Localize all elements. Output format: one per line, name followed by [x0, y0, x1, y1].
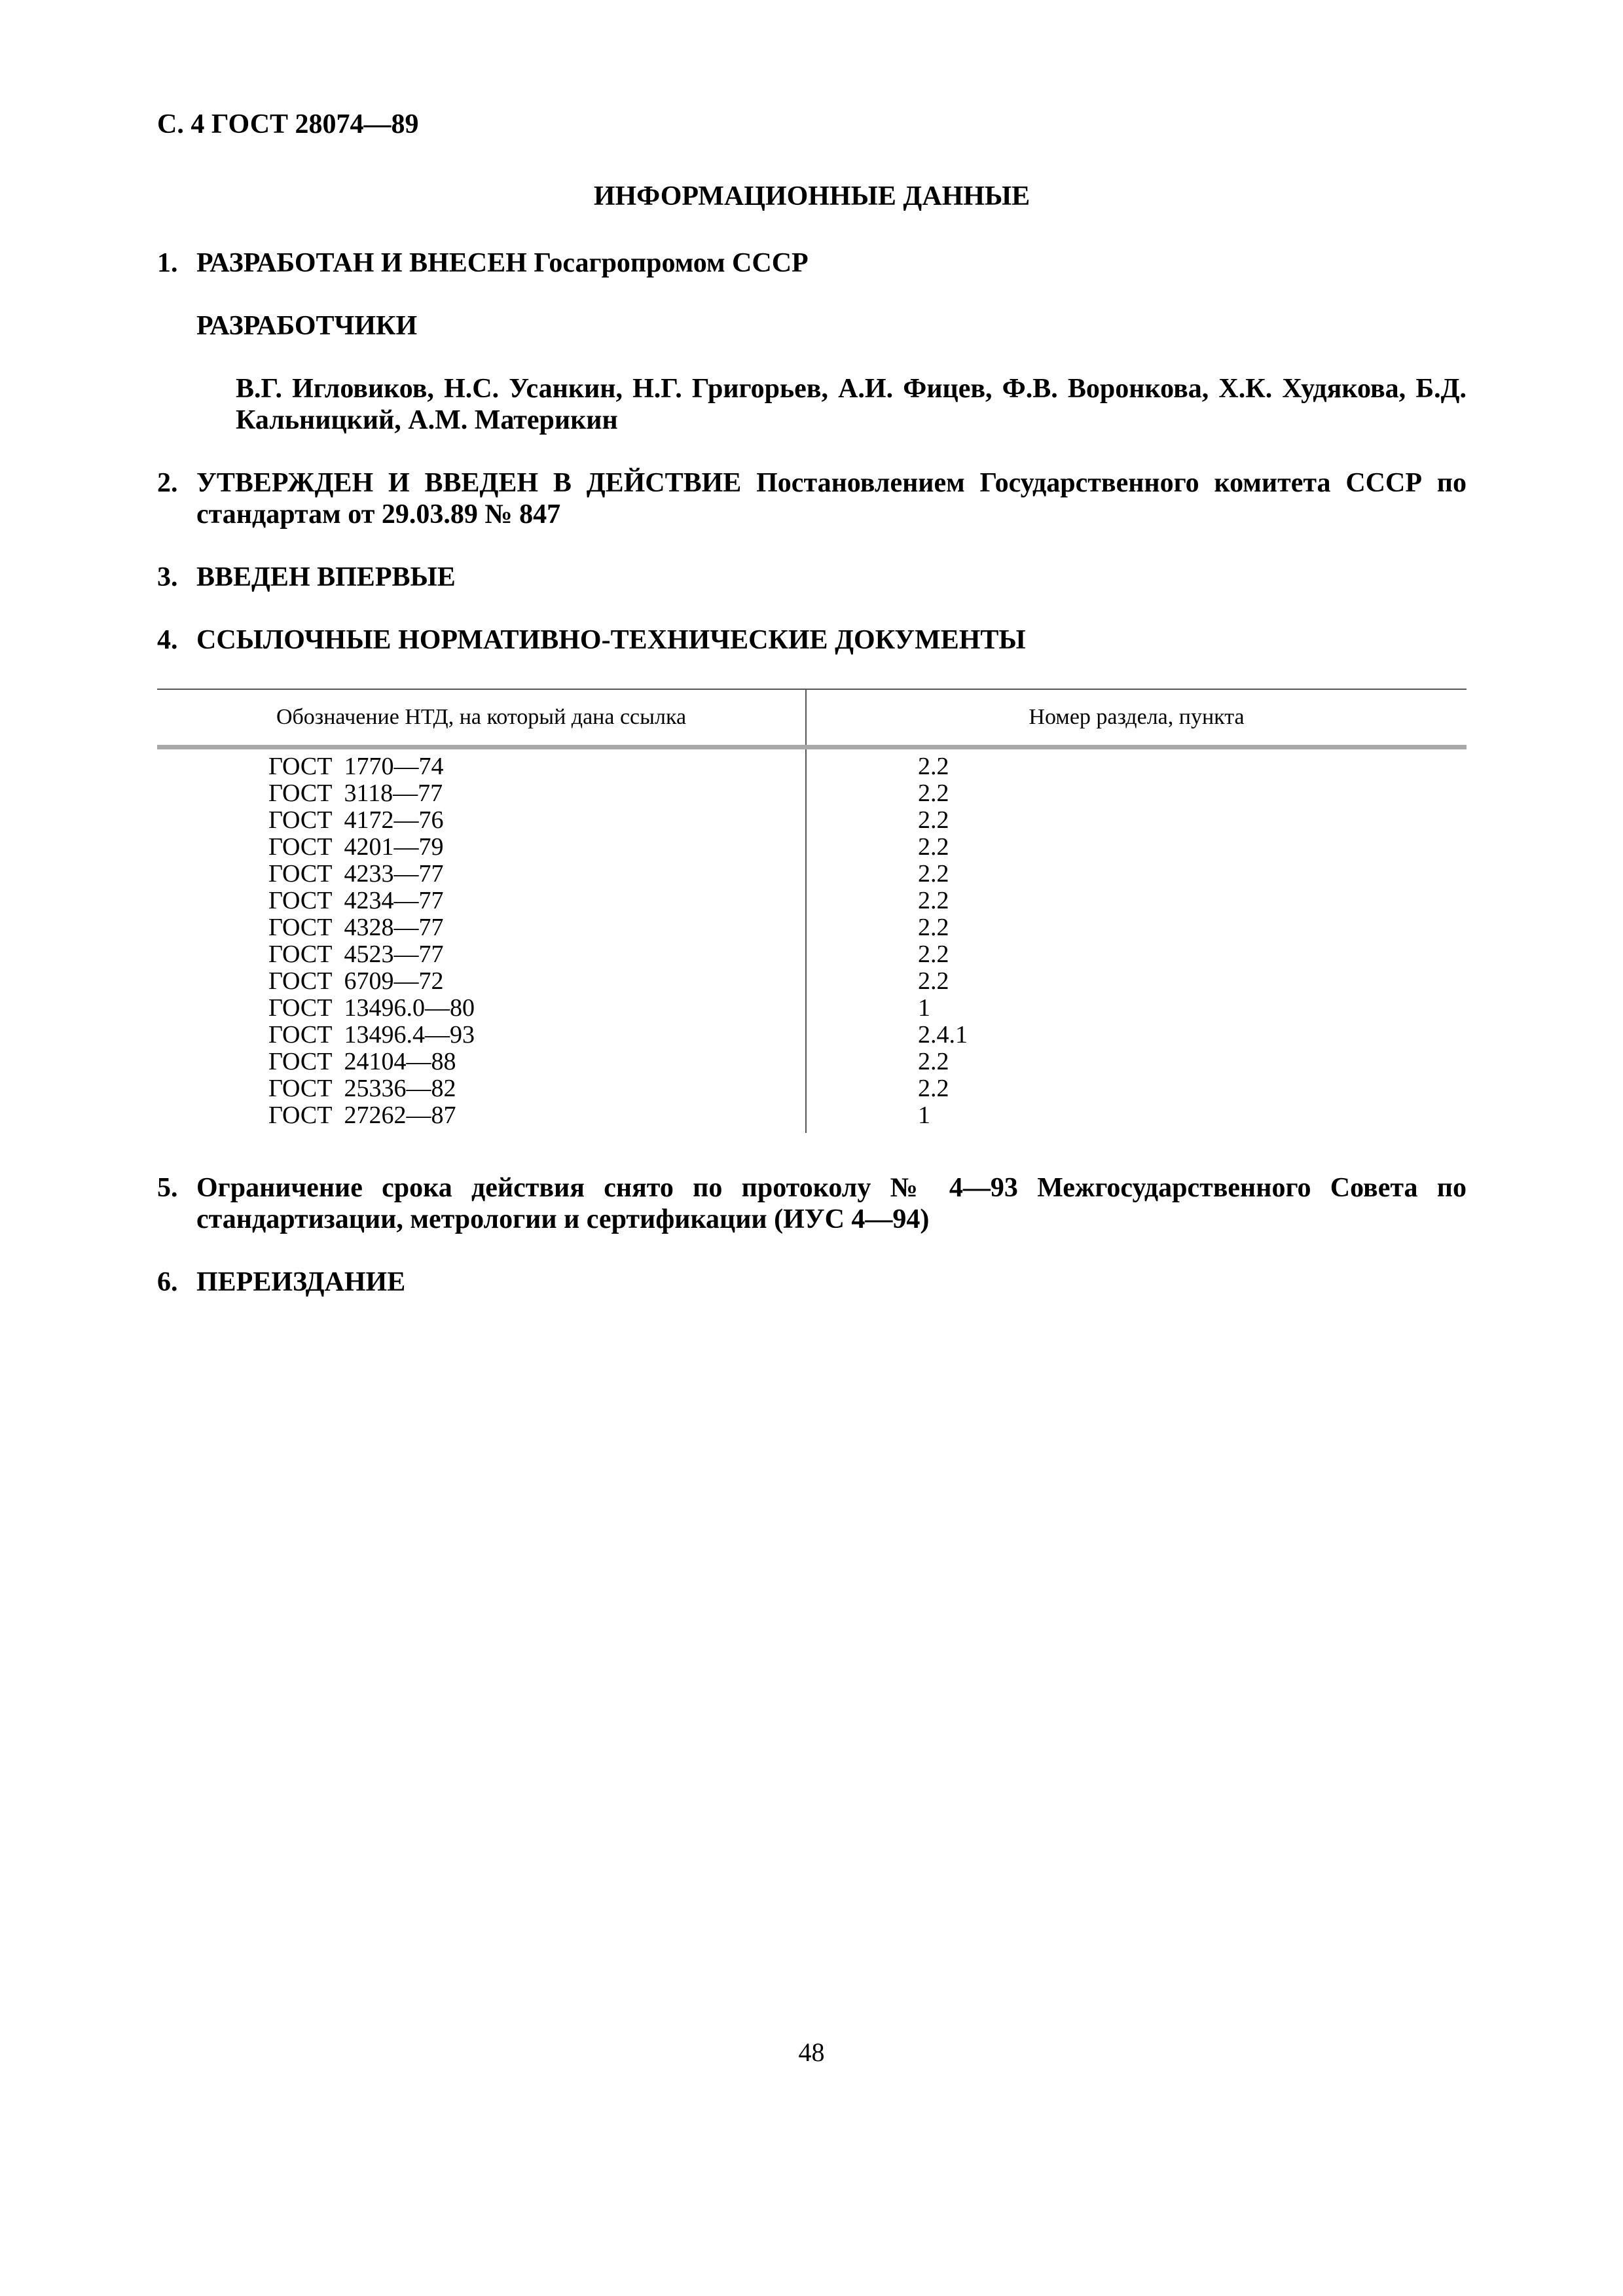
cell-section: 2.2 — [918, 753, 949, 780]
item-number: 5. — [157, 1173, 178, 1203]
cell-prefix: ГОСТ — [268, 860, 333, 888]
reference-documents-table — [157, 689, 1467, 1133]
table-row — [157, 861, 1467, 888]
cell-number: 1770—74 — [344, 753, 444, 780]
column-header-section: Номер раздела, пункта — [806, 689, 1467, 747]
item-1 — [157, 247, 1467, 279]
cell-section: 2.2 — [918, 887, 949, 914]
item-5 — [157, 1172, 1467, 1235]
cell-number: 27262—87 — [344, 1102, 456, 1129]
cell-designation — [157, 1075, 806, 1102]
table-row — [157, 1075, 1467, 1102]
cell-prefix: ГОСТ — [268, 1048, 333, 1075]
table-row — [157, 747, 1467, 781]
cell-number: 4233—77 — [344, 860, 444, 888]
table-row — [157, 834, 1467, 861]
section-title: ИНФОРМАЦИОННЫЕ ДАННЫЕ — [593, 181, 1030, 211]
document-page — [157, 105, 1467, 1298]
cell-designation — [157, 941, 806, 968]
cell-prefix: ГОСТ — [268, 753, 333, 780]
cell-prefix: ГОСТ — [268, 1102, 333, 1129]
cell-prefix: ГОСТ — [268, 914, 333, 941]
cell-prefix: ГОСТ — [268, 994, 333, 1022]
cell-prefix: ГОСТ — [268, 967, 333, 995]
cell-number: 13496.0—80 — [344, 994, 475, 1022]
table-row — [157, 968, 1467, 995]
cell-number: 13496.4—93 — [344, 1021, 475, 1049]
cell-section: 2.2 — [918, 914, 949, 941]
table-row — [157, 995, 1467, 1022]
cell-prefix: ГОСТ — [268, 833, 333, 861]
item-2 — [157, 467, 1467, 530]
item-number: 4. — [157, 625, 178, 655]
cell-section: 2.2 — [918, 967, 949, 995]
cell-designation — [157, 834, 806, 861]
item-text: Постановлением Государственного комитета СССР по стандартам от 29.03.89 № 847 — [196, 468, 1467, 529]
cell-designation — [157, 1022, 806, 1049]
cell-number: 6709—72 — [344, 967, 444, 995]
cell-section: 1 — [918, 994, 930, 1022]
table-row — [157, 941, 1467, 968]
cell-number: 4328—77 — [344, 914, 444, 941]
cell-number: 4234—77 — [344, 887, 444, 914]
cell-prefix: ГОСТ — [268, 1021, 333, 1049]
cell-number: 24104—88 — [344, 1048, 456, 1075]
item-text: ВВЕДЕН ВПЕРВЫЕ — [196, 562, 456, 592]
item-lead: УТВЕРЖДЕН И ВВЕДЕН В ДЕЙСТВИЕ — [196, 468, 742, 498]
cell-section: 2.4.1 — [918, 1021, 968, 1049]
cell-section: 2.2 — [918, 780, 949, 807]
column-header-designation: Обозначение НТД, на который дана ссылка — [157, 689, 806, 747]
cell-designation — [157, 747, 806, 781]
table-row — [157, 1102, 1467, 1133]
developers-list: В.Г. Игловиков, Н.С. Усанкин, Н.Г. Григорьев, А.И. Фицев, Ф.В. Воронкова, Х.К. Худякова, Б.Д. Кальницкий, А.М. Материкин — [236, 374, 1467, 435]
cell-designation — [157, 968, 806, 995]
cell-prefix: ГОСТ — [268, 780, 333, 807]
cell-section: 2.2 — [918, 806, 949, 834]
developers-heading: РАЗРАБОТЧИКИ — [196, 311, 418, 341]
cell-designation — [157, 1102, 806, 1133]
cell-number: 25336—82 — [344, 1075, 456, 1102]
item-text: Госагропромом СССР — [526, 248, 809, 278]
cell-prefix: ГОСТ — [268, 806, 333, 834]
cell-number: 4523—77 — [344, 941, 444, 968]
item-6 — [157, 1266, 1467, 1298]
cell-section: 2.2 — [918, 941, 949, 968]
item-lead: РАЗРАБОТАН И ВНЕСЕН — [196, 248, 527, 278]
cell-designation — [157, 807, 806, 834]
cell-section: 2.2 — [918, 860, 949, 888]
cell-designation — [157, 995, 806, 1022]
item-text: ПЕРЕИЗДАНИЕ — [196, 1267, 406, 1297]
cell-section: 2.2 — [918, 1048, 949, 1075]
table-row — [157, 888, 1467, 914]
item-4 — [157, 624, 1467, 656]
item-text: ССЫЛОЧНЫЕ НОРМАТИВНО-ТЕХНИЧЕСКИЕ ДОКУМЕНТЫ — [196, 625, 1026, 655]
cell-designation — [157, 1049, 806, 1075]
cell-number: 4201—79 — [344, 833, 444, 861]
cell-prefix: ГОСТ — [268, 887, 333, 914]
item-number: 2. — [157, 468, 178, 498]
cell-designation — [157, 861, 806, 888]
table-row — [157, 780, 1467, 807]
table-row — [157, 914, 1467, 941]
table-row — [157, 1022, 1467, 1049]
table-header-row — [157, 689, 1467, 747]
item-text: Ограничение срока действия снято по протоколу № 4—93 Межгосударственного Совета по стандартизации, метрологии и сертификации (ИУС 4—94) — [196, 1173, 1467, 1234]
item-number: 1. — [157, 248, 178, 278]
running-head: С. 4 ГОСТ 28074—89 — [157, 109, 419, 139]
item-number: 6. — [157, 1267, 178, 1297]
cell-designation — [157, 914, 806, 941]
cell-section: 2.2 — [918, 1075, 949, 1102]
cell-section: 2.2 — [918, 833, 949, 861]
table-row — [157, 807, 1467, 834]
page-number: 48 — [798, 2037, 825, 2067]
table-row — [157, 1049, 1467, 1075]
item-3 — [157, 562, 1467, 593]
cell-prefix: ГОСТ — [268, 941, 333, 968]
item-number: 3. — [157, 562, 178, 592]
table-body — [157, 747, 1467, 1134]
cell-designation — [157, 780, 806, 807]
cell-section: 1 — [918, 1102, 930, 1129]
cell-number: 3118—77 — [344, 780, 443, 807]
cell-designation — [157, 888, 806, 914]
cell-prefix: ГОСТ — [268, 1075, 333, 1102]
cell-number: 4172—76 — [344, 806, 444, 834]
